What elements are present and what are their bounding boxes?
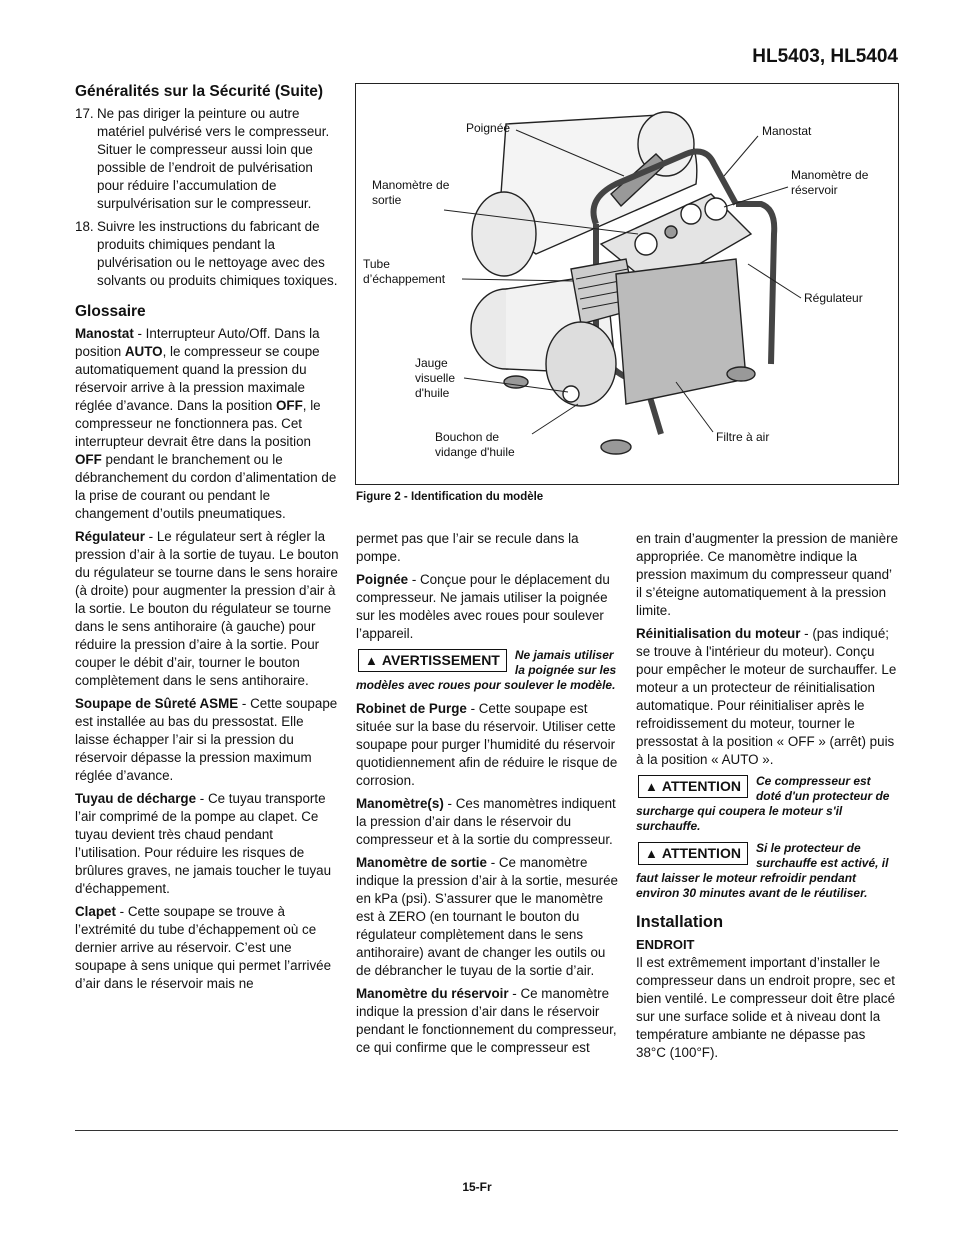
glossary-text: - Conçue pour le déplacement du compresseur. Ne jamais utiliser la poignée sur les modèles avec roues pour soulever l’appareil. [356, 572, 610, 641]
glossary-term: Soupape de Sûreté ASME [75, 696, 239, 711]
glossary-clapet [75, 903, 340, 993]
glossary-regulateur [75, 528, 340, 690]
attention-text: Si le protecteur de surchauffe est activé, il faut laisser le moteur refroidir pendant environ 30 minutes avant de le réutiliser. [636, 841, 889, 900]
label-manostat: Manostat [762, 124, 812, 138]
glossary-term: Régulateur [75, 529, 145, 544]
attention-badge-label: ATTENTION [661, 778, 741, 794]
glossary-tuyau [75, 790, 340, 898]
page-number: 15-Fr [462, 1180, 492, 1194]
glossary-text: - Cette soupape est installée au bas du pressostat. Elle laisse échapper l’air si la pression du réservoir dépasse la pression maximum réglée d’avance. [75, 696, 338, 783]
glossary-robinet [356, 700, 618, 790]
attention-badge [638, 842, 748, 865]
glossary-text: - Ces manomètres indiquent la pression d’air dans le réservoir du compresseur et à la sortie du compresseur. [356, 796, 616, 847]
glossary-text: - Ce manomètre indique la pression d’air dans le réservoir pendant le fonctionnement du compresseur, ce qui confirme que le compresseur est [356, 986, 617, 1055]
list-item-number: 18. [75, 219, 94, 234]
footer-divider [75, 1130, 898, 1131]
warning-triangle-icon: ▲ [365, 653, 378, 668]
glossary-manometres [356, 795, 618, 849]
glossary-term: Poignée [356, 572, 409, 587]
list-item [75, 105, 340, 213]
endroit-text: Il est extrêmement important d’installer le compresseur dans un endroit propre, sec et bien ventilé. Le compresseur doit être placé sur une surface solide et à niveau dont la température ambiante ne dépasse pas 38°C (100°F). [636, 955, 896, 1060]
section-title-glossary: Glossaire [75, 303, 146, 320]
warning-triangle-icon: ▲ [645, 846, 658, 861]
glossary-term: Manostat [75, 326, 134, 341]
glossary-manostat [75, 325, 340, 523]
section-title-safety: Généralités sur la Sécurité (Suite) [75, 83, 324, 100]
model-number: HL5403, HL5404 [752, 46, 898, 67]
label-manometre-sortie: Manomètre de sortie [372, 178, 450, 207]
label-tube: Tube d’échappement [363, 257, 446, 286]
column-middle [356, 530, 618, 1062]
glossary-text: , le compresseur ne fonctionnera pas. Cet interrupteur devrait être dans la position [75, 398, 321, 449]
glossary-reinitialisation [636, 625, 898, 769]
glossary-term: Robinet de Purge [356, 701, 467, 716]
glossary-term: Manomètre(s) [356, 796, 444, 811]
list-item [75, 218, 340, 290]
glossary-term: Manomètre de sortie [356, 855, 487, 870]
glossary-text: , le compresseur se coupe automatiquement quand la pression du réservoir arrive à la pression maximale réglée d’avance. Dans la position [75, 344, 320, 413]
warning-badge-label: AVERTISSEMENT [381, 652, 500, 668]
warning-text: Ne jamais utiliser la poignée sur les modèles avec roues pour soulever le modèle. [356, 648, 617, 692]
figure-caption: Figure 2 - Identification du modèle [356, 491, 544, 503]
label-poignee: Poignée [466, 121, 511, 135]
glossary-text: pendant le branchement ou le débranchement du cordon d’alimentation de la prise de courant ou pendant le changement d’outils pneumatiques. [75, 452, 337, 521]
section-title-installation: Installation [636, 913, 724, 931]
subsection-title-endroit: ENDROIT [636, 937, 695, 952]
attention-box [636, 774, 898, 834]
attention-badge-label: ATTENTION [661, 845, 741, 861]
list-item-number: 17. [75, 106, 94, 121]
label-regulateur: Régulateur [804, 291, 863, 305]
label-jauge: Jauge visuelle d'huile [415, 356, 456, 400]
glossary-term: Clapet [75, 904, 116, 919]
list-item-text: Ne pas diriger la peinture ou autre matériel pulvérisé vers le compresseur. Situer le compresseur aussi loin que possible de l’endroit de pulvérisation pour réduire l’accumulation de surpulvérisation sur le compresseur. [97, 106, 330, 211]
warning-triangle-icon: ▲ [645, 779, 658, 794]
glossary-text: - Ce manomètre indique la pression d’air à la sortie, mesurée en kPa (psi). S’assurer que le manomètre est à ZERO (en tournant le bouton du régulateur complètement dans le sens antihoraire) avant de changer les outils ou de débrancher le tuyau de la sortie d’air. [356, 855, 619, 978]
glossary-manometre-reservoir [356, 985, 618, 1057]
continuation-text: en train d’augmenter la pression de manière appropriée. Ce manomètre indique la pression maximum du compresseur quand’ il s’éteigne automatiquement à la pression limite. [636, 531, 899, 618]
label-filtre: Filtre à air [716, 430, 770, 444]
attention-box [636, 841, 898, 901]
emphasis-off: OFF [75, 452, 102, 467]
column-left [75, 82, 340, 998]
safety-list [75, 105, 340, 290]
figure-model-identification [355, 83, 899, 485]
glossary-manometre-sortie [356, 854, 618, 980]
continuation-text: permet pas que l’air se recule dans la pompe. [356, 531, 579, 564]
glossary-text: - Cette soupape se trouve à l’extrémité du tube d’échappement où ce dernier arrive au réservoir. C’est une soupape à sens unique qui permet l’arrivée d’air dans le réservoir mais ne [75, 904, 332, 991]
label-manometre-reservoir: Manomètre de réservoir [791, 168, 869, 197]
glossary-term: Réinitialisation du moteur [636, 626, 801, 641]
glossary-soupape [75, 695, 340, 785]
glossary-term: Tuyau de décharge [75, 791, 197, 806]
emphasis-auto: AUTO [124, 344, 163, 359]
glossary-text: - Le régulateur sert à régler la pression d’air à la sortie de tuyau. Le bouton du régulateur se tourne dans le sens horaire (à droite) pour augmenter la pression d’air à la sortie. Le bouton du régulateur se tourne dans le sens antihoraire (à gauche) pour réduire la pression d’aire à la sortie. Pour couper le débit d’air, tourner le bouton complètement dans le sens antihoraire. [75, 529, 339, 688]
list-item-text: Suivre les instructions du fabricant de produits chimiques pendant la pulvérisation ou le nettoyage avec des solvants ou produits chimiques toxiques. [97, 219, 338, 288]
glossary-term: Manomètre du réservoir [356, 986, 509, 1001]
glossary-text: - Cette soupape est située sur la base du réservoir. Utiliser cette soupape pour purger l’humidité du réservoir quotidiennement afin de réduire le risque de corrosion. [356, 701, 618, 788]
attention-badge [638, 775, 748, 798]
glossary-poignee [356, 571, 618, 643]
warning-badge [358, 649, 507, 672]
emphasis-off: OFF [275, 398, 303, 413]
glossary-text: - Ce tuyau transporte l’air comprimé de la pompe au clapet. Ce tuyau devient très chaud pendant l’utilisation. Pour réduire les risques de brûlures graves, ne jamais toucher le tuyau d'échappement. [75, 791, 332, 896]
glossary-text: - (pas indiqué; se trouve à l'intérieur du moteur). Conçu pour empêcher le moteur de surchauffer. Le moteur a un protecteur de réinitialisation automatique. Pour réinitialiser après le refroidissement du moteur, tourner le pressostat à la position « OFF » (arrêt) puis à la position « AUTO ». [636, 626, 897, 767]
attention-text: Ce compresseur est doté d'un protecteur de surcharge qui coupera le moteur s'il surchauffe. [636, 774, 890, 833]
warning-box [356, 648, 618, 693]
glossary-text: - Interrupteur Auto/Off. Dans la position [75, 326, 320, 359]
label-bouchon: Bouchon de vidange d'huile [435, 430, 515, 459]
column-right [636, 530, 898, 1067]
